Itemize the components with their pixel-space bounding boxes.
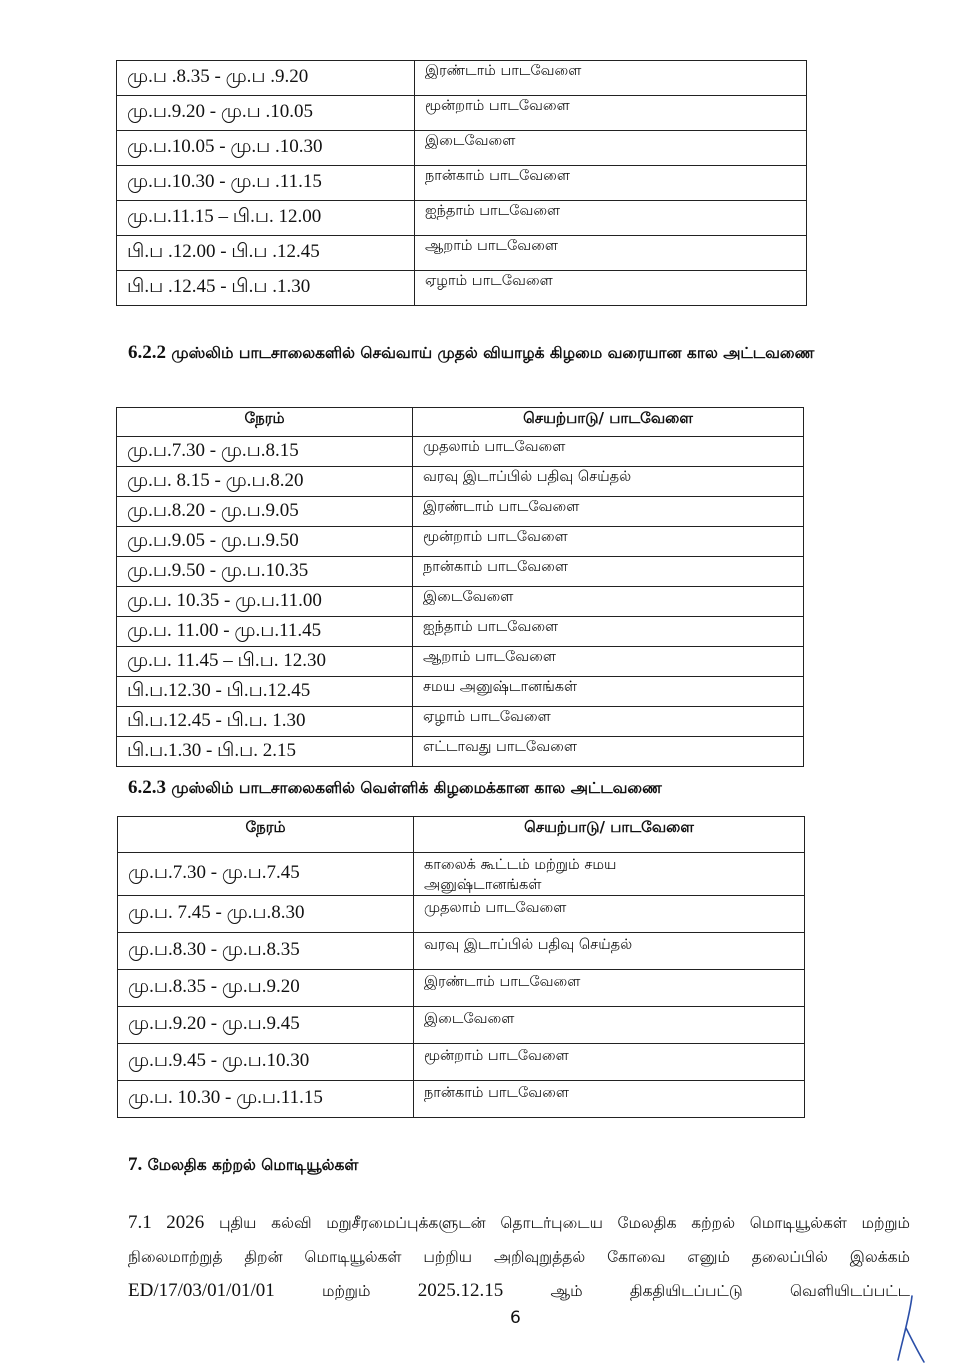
activity-cell: எட்டாவது பாடவேளை <box>413 737 804 767</box>
table-header-row <box>118 817 805 853</box>
table-row <box>117 236 807 271</box>
table-row <box>118 896 805 933</box>
activity-cell: ஏழாம் பாடவேளை <box>415 271 807 306</box>
column-header-time: நேரம் <box>118 817 414 853</box>
column-header-time: நேரம் <box>117 408 413 437</box>
activity-cell: ஆறாம் பாடவேளை <box>415 236 807 271</box>
time-cell: மு.ப. 10.35 - மு.ப.11.00 <box>117 587 413 617</box>
table-row <box>117 647 804 677</box>
activity-cell: மூன்றாம் பாடவேளை <box>413 527 804 557</box>
activity-cell: ஏழாம் பாடவேளை <box>413 707 804 737</box>
section-heading-6-2-3 <box>128 777 662 799</box>
activity-cell: இரண்டாம் பாடவேளை <box>415 61 807 96</box>
activity-cell: முதலாம் பாடவேளை <box>413 437 804 467</box>
activity-cell: சமய அனுஷ்டானங்கள் <box>413 677 804 707</box>
section-heading-7 <box>128 1154 358 1176</box>
activity-cell: இரண்டாம் பாடவேளை <box>414 970 805 1007</box>
section-title: மேலதிக கற்றல் மொடியூல்கள் <box>147 1156 359 1174</box>
time-cell: மு.ப.9.20 - மு.ப.9.45 <box>118 1007 414 1044</box>
column-header-activity: செயற்பாடு/ பாடவேளை <box>414 817 805 853</box>
activity-cell: மூன்றாம் பாடவேளை <box>415 96 807 131</box>
time-cell: பி.ப.1.30 - பி.ப. 2.15 <box>117 737 413 767</box>
activity-cell: இடைவேளை <box>413 587 804 617</box>
time-cell: மு.ப. 11.00 - மு.ப.11.45 <box>117 617 413 647</box>
time-cell: மு.ப. 7.45 - மு.ப.8.30 <box>118 896 414 933</box>
activity-cell: நான்காம் பாடவேளை <box>413 557 804 587</box>
table-row <box>117 201 807 236</box>
paragraph-number: 7.1 2026 <box>128 1212 205 1233</box>
activity-cell: இடைவேளை <box>415 131 807 166</box>
column-header-activity: செயற்பாடு/ பாடவேளை <box>413 408 804 437</box>
time-cell: மு.ப.8.30 - மு.ப.8.35 <box>118 933 414 970</box>
time-cell: பி.ப.12.45 - பி.ப. 1.30 <box>117 707 413 737</box>
table-row <box>117 271 807 306</box>
date-value: 2025.12.15 <box>417 1280 504 1301</box>
time-cell: மு.ப .8.35 - மு.ப .9.20 <box>117 61 415 96</box>
activity-cell: நான்காம் பாடவேளை <box>415 166 807 201</box>
table-row <box>117 527 804 557</box>
activity-cell: ஐந்தாம் பாடவேளை <box>413 617 804 647</box>
time-cell: மு.ப.9.05 - மு.ப.9.50 <box>117 527 413 557</box>
activity-cell: ஐந்தாம் பாடவேளை <box>415 201 807 236</box>
section-title: முஸ்லிம் பாடசாலைகளில் செவ்வாய் முதல் வியாழக் கிழமை வரையான கால அட்டவணை <box>171 344 815 362</box>
table-row <box>117 437 804 467</box>
paragraph-7-1 <box>128 1206 910 1308</box>
activity-cell: வரவு இடாப்பில் பதிவு செய்தல் <box>413 467 804 497</box>
timetable-friday <box>117 816 805 1118</box>
page-number: 6 <box>510 1308 521 1328</box>
time-cell: மு.ப. 11.45 – பி.ப. 12.30 <box>117 647 413 677</box>
table-row <box>117 707 804 737</box>
table-row <box>117 677 804 707</box>
time-cell: மு.ப.7.30 - மு.ப.8.15 <box>117 437 413 467</box>
table-row <box>117 166 807 201</box>
table-row <box>117 497 804 527</box>
time-cell: மு.ப.9.50 - மு.ப.10.35 <box>117 557 413 587</box>
activity-cell: ஆறாம் பாடவேளை <box>413 647 804 677</box>
table-row <box>118 1007 805 1044</box>
timetable-continued <box>116 60 807 306</box>
table-row <box>117 557 804 587</box>
table-row <box>117 737 804 767</box>
activity-cell: இரண்டாம் பாடவேளை <box>413 497 804 527</box>
time-cell: மு.ப.9.45 - மு.ப.10.30 <box>118 1044 414 1081</box>
activity-cell: முதலாம் பாடவேளை <box>414 896 805 933</box>
time-cell: மு.ப.11.15 – பி.ப. 12.00 <box>117 201 415 236</box>
time-cell: மு.ப.8.20 - மு.ப.9.05 <box>117 497 413 527</box>
reference-number: ED/17/03/01/01/01 <box>128 1280 275 1301</box>
activity-cell: வரவு இடாப்பில் பதிவு செய்தல் <box>414 933 805 970</box>
table-header-row <box>117 408 804 437</box>
activity-cell: மூன்றாம் பாடவேளை <box>414 1044 805 1081</box>
table-row <box>118 933 805 970</box>
activity-cell: இடைவேளை <box>414 1007 805 1044</box>
time-cell: மு.ப. 8.15 - மு.ப.8.20 <box>117 467 413 497</box>
paragraph-text: இலக்கம் <box>849 1248 910 1266</box>
time-cell: பி.ப.12.30 - பி.ப.12.45 <box>117 677 413 707</box>
section-number: 6.2.3 <box>128 777 166 798</box>
time-cell: மு.ப. 10.30 - மு.ப.11.15 <box>118 1081 414 1118</box>
activity-cell <box>414 853 805 896</box>
paragraph-text: ஆம் திகதியிடப்பட்டு வெளியிடப்பட்ட <box>550 1282 910 1300</box>
table-row <box>118 853 805 896</box>
activity-line: அனுஷ்டானங்கள் <box>424 877 542 893</box>
paragraph-text: புதிய கல்வி மறுசீரமைப்புக்களுடன் தொடர்புடைய மேலதிக கற்றல் மொடியூல்கள் <box>218 1214 847 1232</box>
activity-line: காலைக் கூட்டம் மற்றும் சமய <box>424 857 617 873</box>
section-heading-6-2-2 <box>128 340 908 366</box>
time-cell: பி.ப .12.45 - பி.ப .1.30 <box>117 271 415 306</box>
table-row <box>118 1081 805 1118</box>
table-row <box>117 131 807 166</box>
section-number: 6.2.2 <box>128 342 166 363</box>
time-cell: பி.ப .12.00 - பி.ப .12.45 <box>117 236 415 271</box>
time-cell: மு.ப.10.05 - மு.ப .10.30 <box>117 131 415 166</box>
section-number: 7. <box>128 1154 143 1175</box>
table-row <box>117 96 807 131</box>
timetable-tue-thu <box>116 407 804 767</box>
table-row <box>117 587 804 617</box>
time-cell: மு.ப.9.20 - மு.ப .10.05 <box>117 96 415 131</box>
time-cell: மு.ப.7.30 - மு.ப.7.45 <box>118 853 414 896</box>
paragraph-text: மற்றும் <box>322 1282 371 1300</box>
table-row <box>117 467 804 497</box>
table-row <box>118 970 805 1007</box>
time-cell: மு.ப.8.35 - மு.ப.9.20 <box>118 970 414 1007</box>
time-cell: மு.ப.10.30 - மு.ப .11.15 <box>117 166 415 201</box>
table-row <box>117 617 804 647</box>
table-row <box>117 61 807 96</box>
paragraph-text: மற்றும் நிலைமாற்றுத் திறன் மொடியூல்கள் பற்றிய அறிவுறுத்தல் கோவை எனும் தலைப்பில் <box>128 1214 910 1266</box>
table-row <box>118 1044 805 1081</box>
section-title: முஸ்லிம் பாடசாலைகளில் வெள்ளிக் கிழமைக்கான கால அட்டவணை <box>171 779 662 797</box>
activity-cell: நான்காம் பாடவேளை <box>414 1081 805 1118</box>
signature-mark-icon <box>890 1294 930 1364</box>
